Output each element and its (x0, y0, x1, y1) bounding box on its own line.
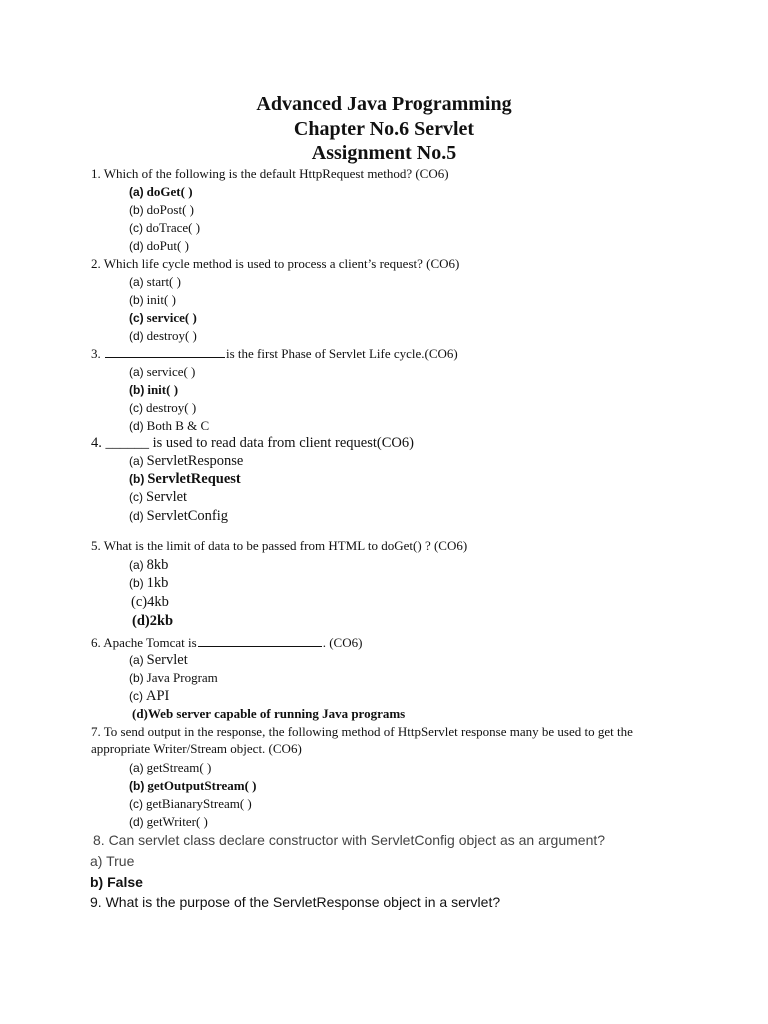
q1-option-a: (a) doGet( ) (129, 184, 193, 199)
q3-option-c: (c) destroy( ) (129, 400, 197, 415)
q7-option-c: (c) getBianaryStream( ) (129, 796, 252, 811)
q5-option-d: (d)2kb (132, 613, 174, 629)
document-title: Advanced Java Programming (256, 93, 512, 115)
q3-option-b: (b) init( ) (129, 382, 179, 397)
question-6: 6. Apache Tomcat is . (CO6) (91, 635, 363, 650)
q7-option-d: (d) getWriter( ) (129, 814, 208, 829)
q4-option-b: (b) ServletRequest (129, 471, 241, 487)
q7-option-b: (b) getOutputStream( ) (129, 778, 257, 793)
q2-option-c: (c) service( ) (129, 310, 197, 325)
question-7-line-2: appropriate Writer/Stream object. (CO6) (91, 741, 302, 756)
q1-option-c: (c) doTrace( ) (129, 220, 201, 235)
q2-option-b: (b) init( ) (129, 292, 176, 307)
q6-option-a: (a) Servlet (129, 652, 188, 668)
question-2: 2. Which life cycle method is used to process a client’s request? (CO6) (91, 256, 460, 271)
q6-option-c: (c) API (129, 688, 170, 704)
q8-option-a: a) True (90, 853, 135, 869)
question-3: 3. is the first Phase of Servlet Life cycle.(CO6) (91, 346, 458, 361)
question-8: 8. Can servlet class declare constructor with ServletConfig object as an argument? (93, 832, 606, 848)
q7-option-a: (a) getStream( ) (129, 760, 212, 775)
q6-option-d: (d)Web server capable of running Java programs (132, 706, 406, 721)
q3-option-a: (a) service( ) (129, 364, 196, 379)
question-9: 9. What is the purpose of the ServletResponse object in a servlet? (90, 894, 501, 910)
question-4: 4. ______ is used to read data from client request(CO6) (91, 435, 414, 451)
q2-option-a: (a) start( ) (129, 274, 181, 289)
assignment-title: Assignment No.5 (311, 142, 457, 164)
q5-option-a: (a) 8kb (129, 557, 169, 573)
question-7-line-1: 7. To send output in the response, the following method of HttpServlet response many be used to get the (91, 724, 633, 739)
q5-option-b: (b) 1kb (129, 575, 169, 591)
q2-option-d: (d) destroy( ) (129, 328, 197, 343)
q3-option-d: (d) Both B & C (129, 418, 210, 433)
fill-in-blank (105, 345, 225, 358)
q4-option-c: (c) Servlet (129, 489, 188, 505)
q8-option-b: b) False (90, 874, 143, 890)
q4-option-d: (d) ServletConfig (129, 508, 229, 524)
fill-in-blank (198, 634, 322, 647)
q6-option-b: (b) Java Program (129, 670, 218, 685)
question-5: 5. What is the limit of data to be passed from HTML to doGet() ? (CO6) (91, 538, 468, 553)
question-1: 1. Which of the following is the default HttpRequest method? (CO6) (91, 166, 449, 181)
q5-option-c: (c)4kb (131, 594, 169, 610)
chapter-title: Chapter No.6 Servlet (293, 118, 475, 140)
q1-option-b: (b) doPost( ) (129, 202, 194, 217)
q1-option-d: (d) doPut( ) (129, 238, 189, 253)
q4-option-a: (a) ServletResponse (129, 453, 244, 469)
